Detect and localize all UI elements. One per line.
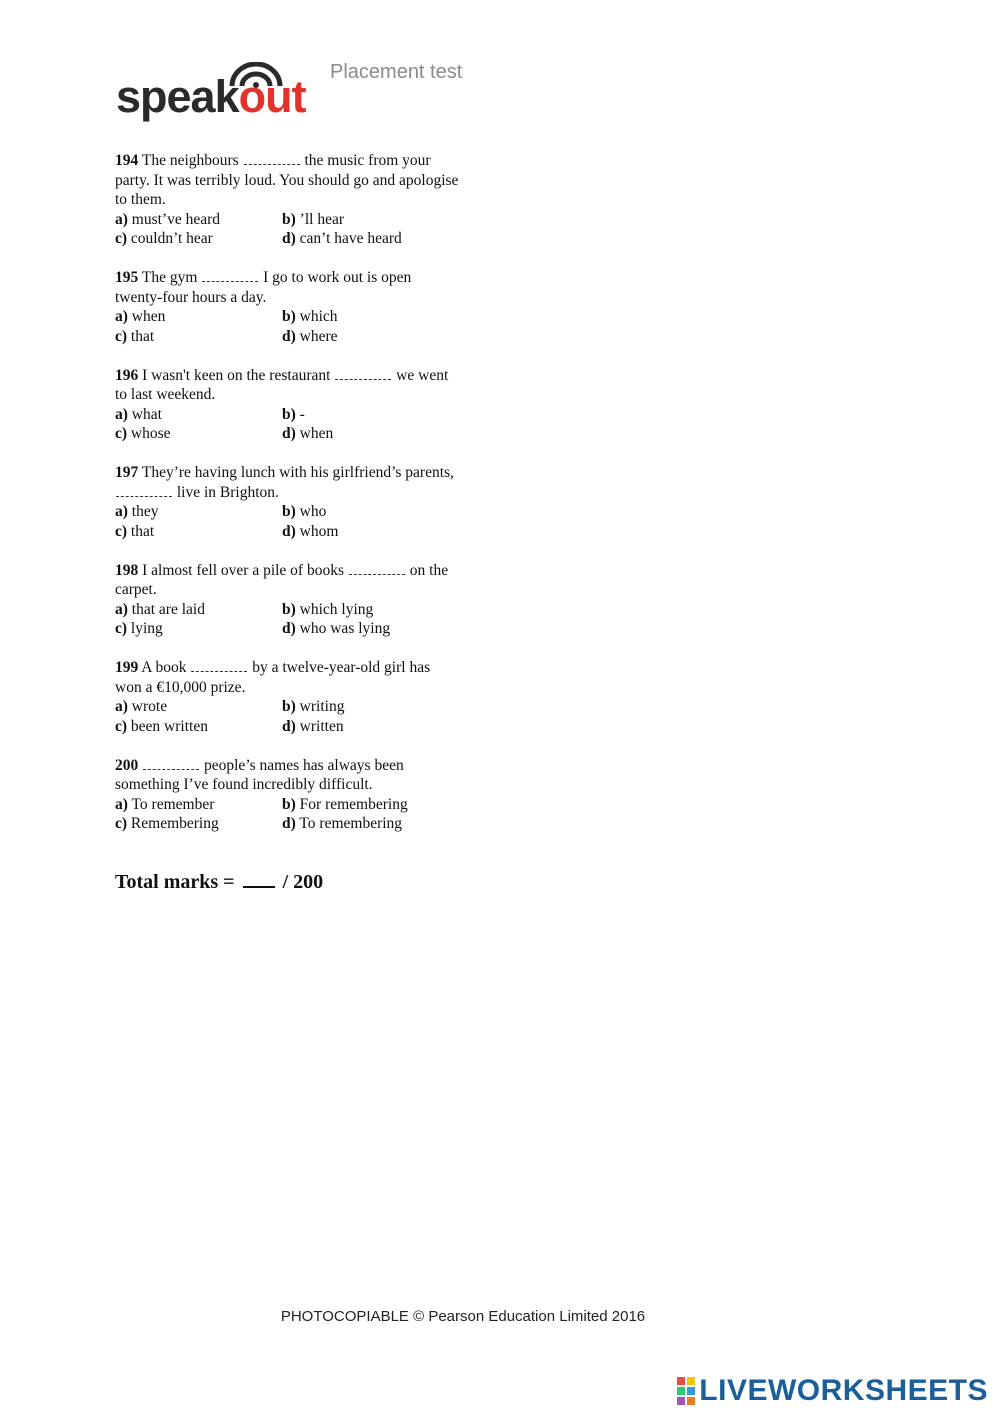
answer-option[interactable] — [282, 229, 462, 249]
question-text-after: I go to work out is open twenty-four hours a day. — [115, 269, 412, 306]
question-item — [115, 268, 475, 346]
option-text: must’ve heard — [131, 210, 221, 228]
answer-option[interactable] — [115, 814, 282, 834]
answer-blank[interactable] — [244, 154, 300, 165]
question-text-before: A book — [141, 659, 187, 676]
logo-square — [687, 1387, 695, 1395]
question-item — [115, 756, 475, 834]
option-letter: d) — [282, 815, 296, 832]
option-letter: c) — [115, 327, 128, 345]
option-text: - — [299, 405, 305, 423]
option-letter: d) — [282, 522, 296, 540]
question-number: 194 — [115, 152, 139, 169]
question-text-after: we went to last weekend. — [115, 366, 449, 403]
option-letter: c) — [115, 815, 128, 832]
option-letter: b) — [282, 600, 296, 618]
question-text-after: on the carpet. — [115, 561, 449, 598]
question-stem — [115, 561, 460, 600]
logo-square — [677, 1377, 685, 1385]
option-letter: a) — [115, 698, 128, 715]
answer-option[interactable] — [282, 795, 462, 815]
question-stem — [115, 366, 460, 405]
option-letter: c) — [115, 717, 128, 735]
option-text: that — [130, 327, 155, 345]
question-text-before: I almost fell over a pile of books — [142, 561, 345, 579]
answer-option[interactable] — [115, 405, 282, 425]
option-text: To remember — [131, 795, 215, 813]
answer-option[interactable] — [282, 210, 462, 230]
option-text: they — [131, 503, 159, 520]
question-number: 195 — [115, 269, 139, 286]
question-number: 196 — [115, 366, 139, 384]
answer-option[interactable] — [115, 522, 282, 542]
option-letter: c) — [115, 425, 128, 442]
answer-options — [115, 600, 475, 639]
total-marks-out-of: / 200 — [282, 871, 324, 893]
answer-option[interactable] — [282, 814, 462, 834]
liveworksheets-watermark — [677, 1374, 988, 1408]
question-stem — [115, 658, 460, 697]
answer-option[interactable] — [282, 307, 462, 327]
answer-option[interactable] — [115, 424, 282, 444]
question-text-before: They’re having lunch with his girlfriend’s parents, — [141, 464, 454, 481]
answer-option[interactable] — [282, 697, 462, 717]
total-marks-label: Total marks = — [115, 871, 235, 893]
answer-options — [115, 697, 475, 736]
answer-option[interactable] — [282, 502, 462, 522]
option-letter: d) — [282, 717, 296, 735]
option-text: what — [131, 405, 162, 423]
question-text-before: The neighbours — [141, 152, 239, 169]
answer-option[interactable] — [282, 424, 462, 444]
answer-option[interactable] — [115, 229, 282, 249]
answer-option[interactable] — [282, 405, 462, 425]
option-text: For remembering — [299, 795, 408, 813]
option-text: which lying — [299, 600, 374, 618]
question-text-after: by a twelve-year-old girl has won a €10,000 prize. — [115, 659, 431, 696]
option-letter: c) — [115, 620, 128, 637]
answer-options — [115, 210, 475, 249]
answer-blank[interactable] — [116, 486, 172, 497]
answer-option[interactable] — [115, 307, 282, 327]
answer-option[interactable] — [115, 327, 282, 347]
option-text: couldn’t hear — [130, 230, 213, 247]
option-text: which — [299, 308, 338, 325]
question-stem — [115, 756, 460, 795]
logo-square — [687, 1377, 695, 1385]
logo-square — [677, 1387, 685, 1395]
answer-option[interactable] — [282, 619, 462, 639]
answer-option[interactable] — [115, 619, 282, 639]
question-text-before: The gym — [141, 269, 198, 286]
option-text: written — [299, 717, 344, 735]
question-item — [115, 658, 475, 736]
option-text: lying — [130, 620, 163, 637]
logo-wordmark — [116, 72, 306, 122]
option-letter: a) — [115, 600, 128, 618]
option-text: been written — [130, 717, 208, 735]
copyright-footer: PHOTOCOPIABLE © Pearson Education Limited 2016 — [280, 1308, 646, 1325]
question-item — [115, 151, 475, 249]
answer-option[interactable] — [282, 522, 462, 542]
answer-blank[interactable] — [349, 564, 405, 575]
option-text: writing — [299, 698, 345, 715]
option-letter: d) — [282, 327, 296, 345]
answer-options — [115, 795, 475, 834]
option-letter: d) — [282, 620, 296, 637]
option-text: wrote — [131, 698, 168, 715]
answer-option[interactable] — [115, 697, 282, 717]
option-letter: d) — [282, 425, 296, 442]
option-letter: a) — [115, 308, 128, 325]
answer-blank[interactable] — [202, 271, 258, 282]
question-text-after: people’s names has always been something I’ve found incredibly difficult. — [115, 756, 404, 793]
option-letter: c) — [115, 522, 128, 540]
option-text: ’ll hear — [299, 210, 344, 228]
option-text: who — [299, 503, 327, 520]
total-marks-blank[interactable] — [243, 868, 275, 888]
speakout-logo — [114, 58, 324, 128]
option-text: whose — [130, 425, 171, 442]
logo-out: out — [238, 71, 306, 122]
answer-options — [115, 502, 475, 541]
option-letter: b) — [282, 503, 296, 520]
question-stem — [115, 463, 460, 502]
question-number: 199 — [115, 659, 139, 676]
liveworksheets-logo-icon — [677, 1377, 695, 1405]
answer-option[interactable] — [282, 717, 462, 737]
option-letter: b) — [282, 698, 296, 715]
question-list — [115, 151, 475, 853]
liveworksheets-text: LIVEWORKSHEETS — [699, 1374, 988, 1407]
question-text-before: I wasn't keen on the restaurant — [142, 366, 331, 384]
option-text: Remembering — [130, 815, 219, 832]
answer-option[interactable] — [115, 210, 282, 230]
answer-options — [115, 405, 475, 444]
answer-options — [115, 307, 475, 346]
option-text: when — [299, 425, 334, 442]
option-text: whom — [299, 522, 339, 540]
page-subtitle: Placement test — [330, 61, 463, 83]
answer-option[interactable] — [115, 600, 282, 620]
option-text: that are laid — [131, 600, 205, 618]
question-stem — [115, 151, 460, 210]
option-text: that — [130, 522, 155, 540]
option-letter: b) — [282, 795, 296, 813]
option-text: where — [299, 327, 338, 345]
option-letter: c) — [115, 230, 128, 247]
option-letter: a) — [115, 210, 128, 228]
option-letter: d) — [282, 230, 296, 247]
question-number: 200 — [115, 756, 139, 774]
answer-option[interactable] — [115, 717, 282, 737]
answer-option[interactable] — [282, 600, 462, 620]
logo-square — [677, 1397, 685, 1405]
question-text-after: the music from your party. It was terribly loud. You should go and apologise to them. — [115, 152, 459, 208]
question-item — [115, 366, 475, 444]
option-letter: b) — [282, 308, 296, 325]
answer-blank[interactable] — [335, 369, 391, 380]
option-text: To remembering — [299, 815, 403, 832]
option-letter: b) — [282, 405, 296, 423]
option-text: can’t have heard — [299, 230, 402, 247]
answer-option[interactable] — [115, 502, 282, 522]
option-letter: a) — [115, 405, 128, 423]
logo-speak: speak — [116, 71, 239, 122]
question-item — [115, 561, 475, 639]
answer-blank[interactable] — [143, 759, 199, 770]
answer-blank[interactable] — [191, 661, 247, 672]
option-text: who was lying — [299, 620, 391, 637]
answer-option[interactable] — [282, 327, 462, 347]
question-number: 198 — [115, 561, 139, 579]
option-text: when — [131, 308, 166, 325]
answer-option[interactable] — [115, 795, 282, 815]
option-letter: a) — [115, 503, 128, 520]
logo-square — [687, 1397, 695, 1405]
option-letter: a) — [115, 795, 128, 813]
question-item — [115, 463, 475, 541]
question-stem — [115, 268, 460, 307]
question-number: 197 — [115, 464, 139, 481]
option-letter: b) — [282, 210, 296, 228]
question-text-after: live in Brighton. — [176, 483, 279, 501]
total-marks — [115, 868, 323, 894]
